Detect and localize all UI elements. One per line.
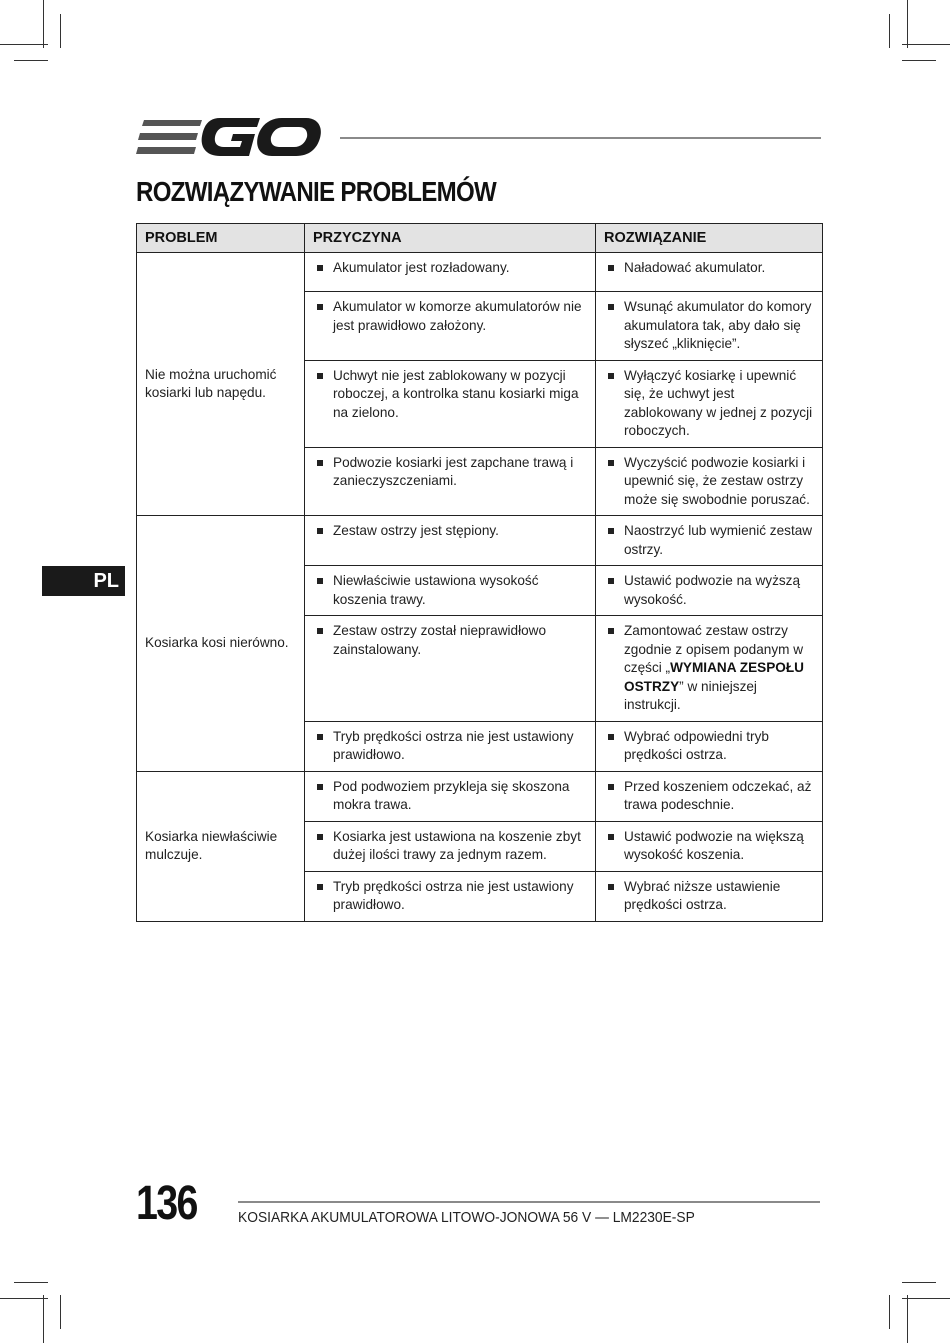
- cause-cell: [305, 516, 596, 566]
- bullet-icon: [317, 578, 323, 584]
- crop-mark: [43, 1295, 44, 1343]
- cause-cell: [305, 360, 596, 447]
- cause-text: Akumulator jest rozładowany.: [333, 260, 510, 275]
- cause-cell: [305, 447, 596, 516]
- page-title: ROZWIĄZYWANIE PROBLEMÓW: [136, 176, 497, 207]
- solution-text: Ustawić podwozie na większą wysokość koszenia.: [624, 828, 804, 862]
- cause-text: Niewłaściwie ustawiona wysokość koszenia trawy.: [333, 573, 539, 607]
- crop-mark: [907, 0, 908, 48]
- solution-text: Naostrzyć lub wymienić zestaw ostrzy.: [624, 523, 813, 557]
- cause-text: Tryb prędkości ostrza nie jest ustawiony prawidłowo.: [333, 728, 574, 762]
- bullet-icon: [317, 784, 323, 790]
- problem-cell: Nie można uruchomić kosiarki lub napędu.: [137, 253, 305, 516]
- cause-text: Podwozie kosiarki jest zapchane trawą i zanieczyszczeniami.: [333, 454, 574, 488]
- crop-mark: [14, 60, 48, 61]
- bullet-icon: [317, 734, 323, 740]
- section-reference: WYMIANA ZESPOŁU OSTRZY: [624, 660, 804, 694]
- solution-text: Wyczyścić podwozie kosiarki i upewnić się, że zestaw ostrzy może się swobodnie poruszać.: [624, 454, 810, 507]
- crop-mark: [0, 44, 48, 45]
- solution-cell: [596, 516, 823, 566]
- cause-text: Uchwyt nie jest zablokowany w pozycji roboczej, a kontrolka stanu kosiarki miga na zielono.: [333, 367, 579, 420]
- troubleshooting-table: [136, 223, 823, 922]
- crop-mark: [0, 1298, 48, 1299]
- header-problem: PROBLEM: [137, 224, 305, 253]
- footer-text: KOSIARKA AKUMULATOROWA LITOWO-JONOWA 56 V — LM2230E-SP: [238, 1209, 695, 1226]
- solution-cell: [596, 566, 823, 616]
- solution-cell: [596, 253, 823, 292]
- solution-text: Wsunąć akumulator do komory akumulatora tak, aby dało się słyszeć „kliknięcie”.: [624, 299, 812, 351]
- bullet-icon: [608, 528, 614, 534]
- crop-mark: [902, 1282, 936, 1283]
- language-tab: PL: [42, 566, 125, 596]
- solution-text: Wybrać odpowiedni tryb prędkości ostrza.: [624, 728, 769, 762]
- bullet-icon: [317, 628, 323, 634]
- cause-text: Tryb prędkości ostrza nie jest ustawiony prawidłowo.: [333, 878, 574, 912]
- cause-text: Zestaw ostrzy został nieprawidłowo zainstalowany.: [333, 623, 547, 657]
- crop-mark: [889, 14, 890, 48]
- bullet-icon: [608, 304, 614, 310]
- problem-cell: Kosiarka niewłaściwie mulczuje.: [137, 771, 305, 921]
- solution-cell: [596, 821, 823, 871]
- bullet-icon: [317, 528, 323, 534]
- solution-cell: [596, 721, 823, 771]
- solution-text-part: ” w niniejszej instrukcji.: [624, 678, 757, 712]
- solution-cell: [596, 447, 823, 516]
- header-rule: [340, 137, 821, 139]
- page-number: 136: [136, 1177, 197, 1230]
- cause-cell: [305, 821, 596, 871]
- bullet-icon: [317, 460, 323, 466]
- bullet-icon: [608, 265, 614, 271]
- ego-logo: [136, 116, 321, 158]
- problem-cell: Kosiarka kosi nierówno.: [137, 516, 305, 772]
- solution-cell: [596, 871, 823, 921]
- crop-mark: [902, 60, 936, 61]
- cause-cell: [305, 871, 596, 921]
- solution-cell: [596, 292, 823, 361]
- bullet-icon: [608, 373, 614, 379]
- cause-text: Kosiarka jest ustawiona na koszenie zbyt dużej ilości trawy za jednym razem.: [333, 828, 581, 862]
- bullet-icon: [608, 884, 614, 890]
- table-row: [137, 516, 823, 566]
- cause-cell: [305, 253, 596, 292]
- solution-cell: [596, 616, 823, 722]
- crop-mark: [902, 1298, 950, 1299]
- crop-mark: [907, 1295, 908, 1343]
- solution-cell: [596, 360, 823, 447]
- cause-cell: [305, 292, 596, 361]
- cause-text: Zestaw ostrzy jest stępiony.: [333, 523, 499, 538]
- bullet-icon: [317, 834, 323, 840]
- bullet-icon: [317, 304, 323, 310]
- cause-text: Akumulator w komorze akumulatorów nie jest prawidłowo założony.: [333, 299, 582, 333]
- cause-cell: [305, 616, 596, 722]
- cause-cell: [305, 566, 596, 616]
- solution-text-part: Zamontować zestaw ostrzy zgodnie z opisem podanym w części „: [624, 623, 804, 675]
- bullet-icon: [608, 578, 614, 584]
- footer-rule: [238, 1201, 820, 1203]
- header-cause: PRZYCZYNA: [305, 224, 596, 253]
- table-row: [137, 771, 823, 821]
- cause-cell: [305, 771, 596, 821]
- solution-text: Przed koszeniem odczekać, aż trawa podeschnie.: [624, 778, 812, 812]
- bullet-icon: [608, 834, 614, 840]
- solution-text: Wyłączyć kosiarkę i upewnić się, że uchwyt jest zablokowany w jednej z pozycji roboczych.: [624, 367, 813, 438]
- crop-mark: [902, 44, 950, 45]
- solution-cell: [596, 771, 823, 821]
- bullet-icon: [317, 373, 323, 379]
- cause-text: Pod podwoziem przykleja się skoszona mokra trawa.: [333, 778, 570, 812]
- bullet-icon: [608, 628, 614, 634]
- solution-text: Ustawić podwozie na wyższą wysokość.: [624, 573, 801, 607]
- crop-mark: [43, 0, 44, 48]
- solution-text: Wybrać niższe ustawienie prędkości ostrza.: [624, 878, 781, 912]
- crop-mark: [14, 1282, 48, 1283]
- solution-text: [624, 622, 814, 715]
- bullet-icon: [608, 784, 614, 790]
- table-row: [137, 253, 823, 292]
- bullet-icon: [608, 460, 614, 466]
- table-header-row: [137, 224, 823, 253]
- cause-cell: [305, 721, 596, 771]
- crop-mark: [889, 1295, 890, 1329]
- solution-text: Naładować akumulator.: [624, 260, 766, 275]
- crop-mark: [60, 14, 61, 48]
- bullet-icon: [317, 265, 323, 271]
- header-solution: ROZWIĄZANIE: [596, 224, 823, 253]
- crop-mark: [60, 1295, 61, 1329]
- bullet-icon: [317, 884, 323, 890]
- bullet-icon: [608, 734, 614, 740]
